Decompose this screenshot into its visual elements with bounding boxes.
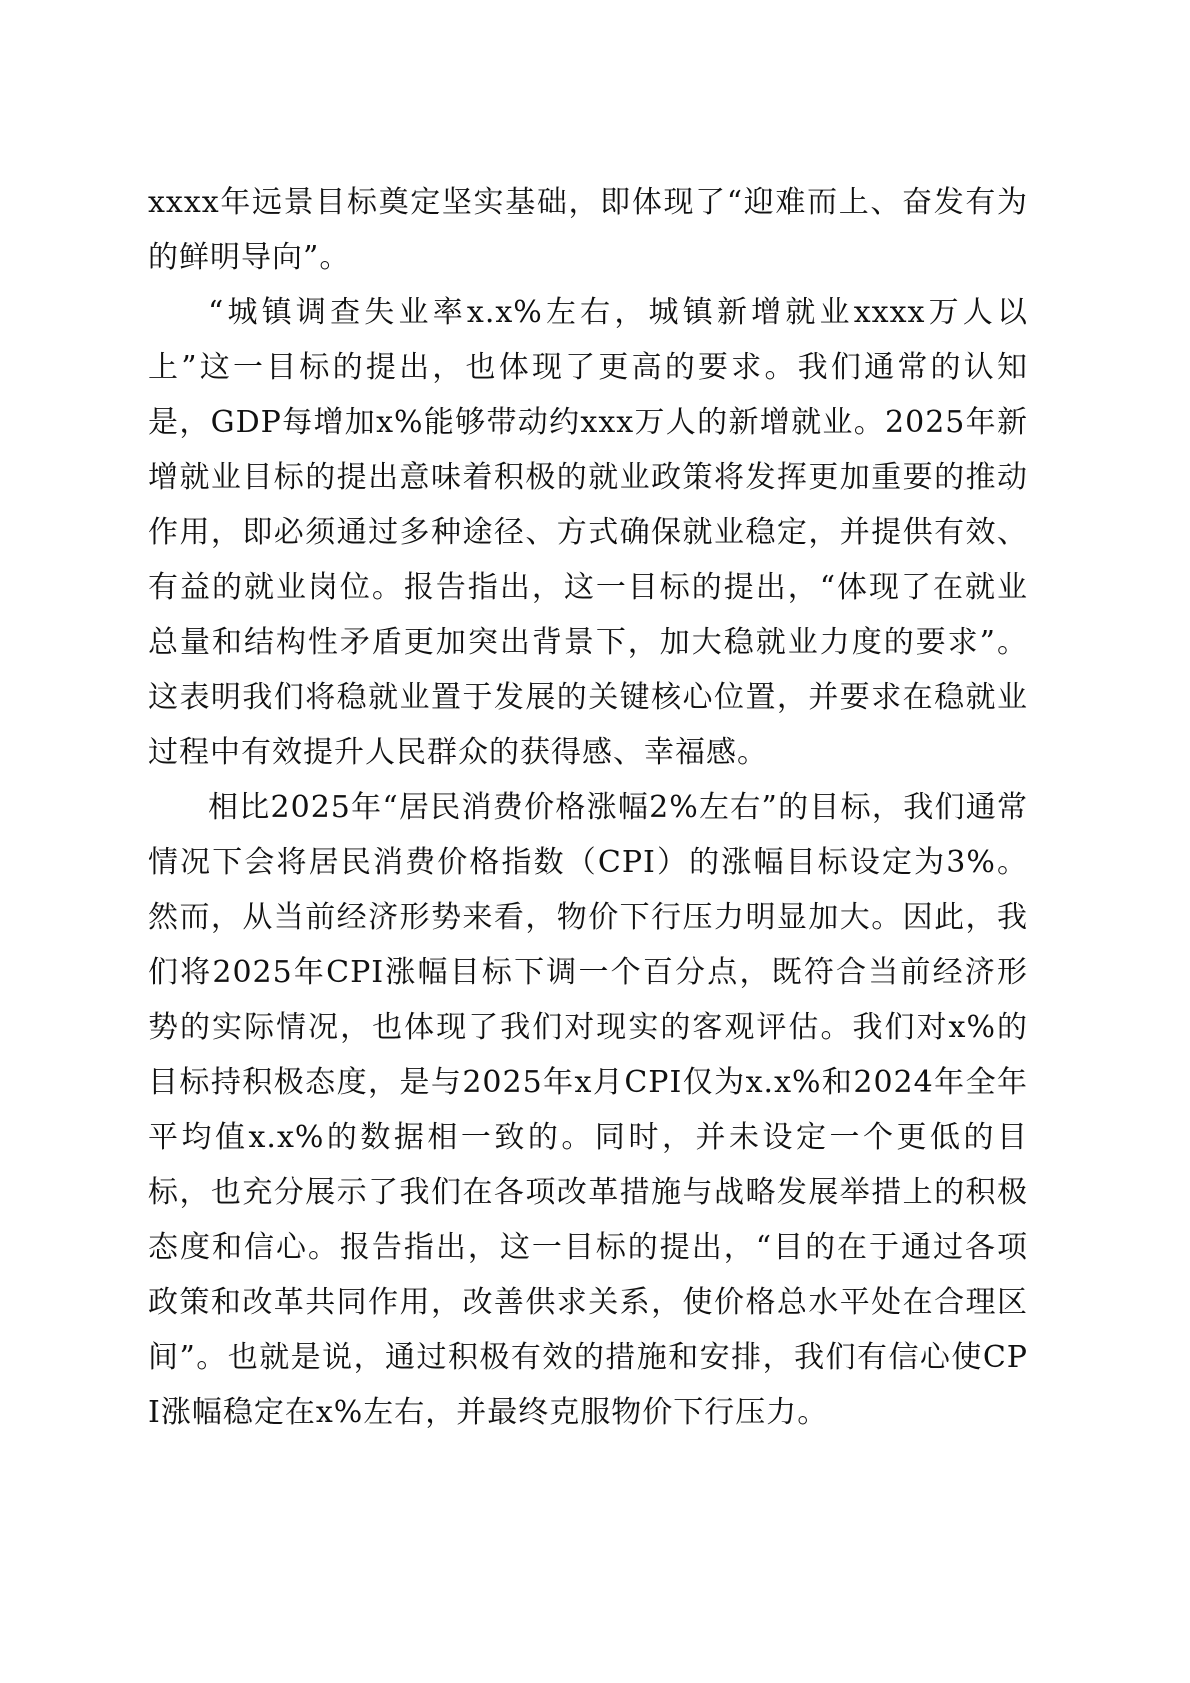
paragraph-cpi-target: 相比2025年“居民消费价格涨幅2%左右”的目标，我们通常情况下会将居民消费价格指数（CPI）的涨幅目标设定为3%。然而，从当前经济形势来看，物价下行压力明显加大。因此，我们将2025年CPI涨幅目标下调一个百分点，既符合当前经济形势的实际情况，也体现了我们对现实的客观评估。我们对x%的目标持积极态度，是与2025年x月CPI仅为x.x%和2024年全年平均值x.x%的数据相一致的。同时，并未设定一个更低的目标，也充分展示了我们在各项改革措施与战略发展举措上的积极态度和信心。报告指出，这一目标的提出，“目的在于通过各项政策和改革共同作用，改善供求关系，使价格总水平处在合理区间”。也就是说，通过积极有效的措施和安排，我们有信心使CPI涨幅稳定在x%左右，并最终克服物价下行压力。	[148, 790, 1028, 1430]
paragraph-employment-target: “城镇调查失业率x.x%左右，城镇新增就业xxxx万人以上”这一目标的提出，也体现了更高的要求。我们通常的认知是，GDP每增加x%能够带动约xxx万人的新增就业。2025年新增就业目标的提出意味着积极的就业政策将发挥更加重要的推动作用，即必须通过多种途径、方式确保就业稳定，并提供有效、有益的就业岗位。报告指出，这一目标的提出，“体现了在就业总量和结构性矛盾更加突出背景下，加大稳就业力度的要求”。这表明我们将稳就业置于发展的关键核心位置，并要求在稳就业过程中有效提升人民群众的获得感、幸福感。	[148, 295, 1028, 770]
paragraph-continuation: xxxx年远景目标奠定坚实基础，即体现了“迎难而上、奋发有为的鲜明导向”。	[148, 185, 1028, 275]
document-body	[148, 175, 1028, 1440]
